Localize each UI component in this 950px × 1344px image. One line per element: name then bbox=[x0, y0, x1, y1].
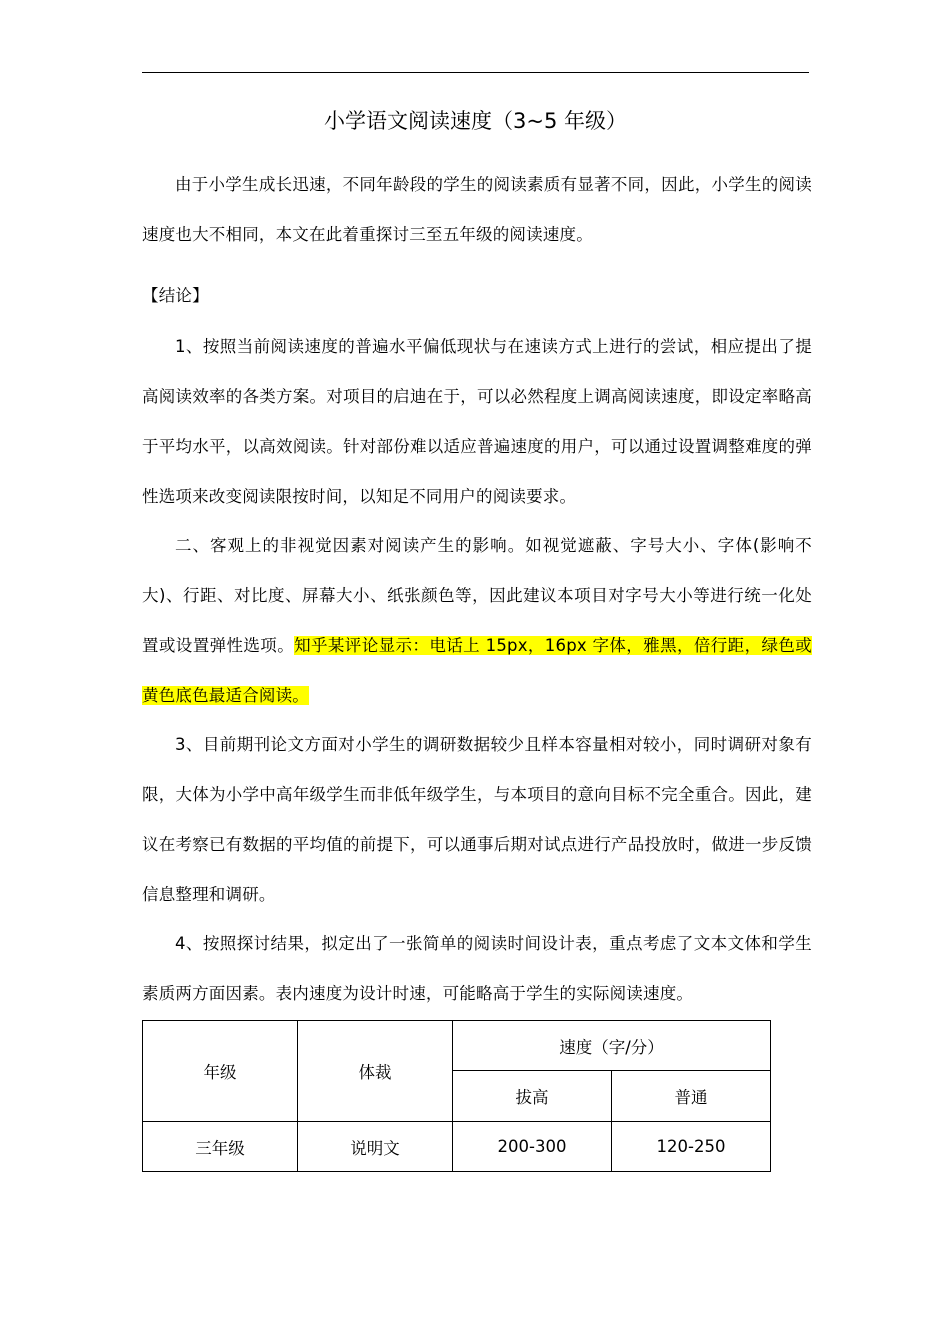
document-title: 小学语文阅读速度（3~5 年级） bbox=[324, 109, 627, 133]
header-rule bbox=[142, 72, 809, 73]
header-speed: 速度（字/分） bbox=[453, 1021, 771, 1071]
cell-normal: 120-250 bbox=[612, 1122, 771, 1172]
conclusion-point-2 bbox=[142, 521, 812, 721]
header-normal: 普通 bbox=[612, 1071, 771, 1122]
conclusion-point-1: 1、按照当前阅读速度的普遍水平偏低现状与在速读方式上进行的尝试，相应提出了提高阅读效率的各类方案。对项目的启迪在于，可以必然程度上调高阅读速度，即设定率略高于平均水平，以高效阅读。针对部份难以适应普遍速度的用户，可以通过设置调整难度的弹性选项来改变阅读限按时间，以知足不同用户的阅读要求。 bbox=[142, 337, 812, 506]
header-genre: 体裁 bbox=[298, 1021, 453, 1122]
section-heading: 【结论】 bbox=[142, 286, 209, 305]
cell-grade: 三年级 bbox=[143, 1122, 298, 1172]
header-fast: 拔高 bbox=[453, 1071, 612, 1122]
point-2-text: 二、客观上的非视觉因素对阅读产生的影响。如视觉遮蔽、字号大小、字体(影响不大)、行距、对比度、屏幕大小、纸张颜色等，因此建议本项目对字号大小等进行统一化处置或设置弹性选项。 bbox=[142, 536, 812, 655]
header-grade: 年级 bbox=[143, 1021, 298, 1122]
table-row bbox=[143, 1122, 771, 1172]
intro-paragraph: 由于小学生成长迅速，不同年龄段的学生的阅读素质有显著不同，因此，小学生的阅读速度也大不相同，本文在此着重探讨三至五年级的阅读速度。 bbox=[142, 175, 812, 244]
highlighted-note: 知乎某评论显示：电话上 15px，16px 字体，雅黑，倍行距，绿色或黄色底色最适合阅读。 bbox=[142, 636, 812, 705]
conclusion-point-3: 3、目前期刊论文方面对小学生的调研数据较少且样本容量相对较小，同时调研对象有限，大体为小学中高年级学生而非低年级学生，与本项目的意向目标不完全重合。因此，建议在考察已有数据的平均值的前提下，可以通事后期对试点进行产品投放时，做进一步反馈信息整理和调研。 bbox=[142, 735, 812, 904]
reading-speed-table bbox=[142, 1020, 771, 1172]
cell-fast: 200-300 bbox=[453, 1122, 612, 1172]
cell-genre: 说明文 bbox=[298, 1122, 453, 1172]
conclusion-point-4: 4、按照探讨结果，拟定出了一张简单的阅读时间设计表，重点考虑了文本文体和学生素质两方面因素。表内速度为设计时速，可能略高于学生的实际阅读速度。 bbox=[142, 934, 812, 1003]
